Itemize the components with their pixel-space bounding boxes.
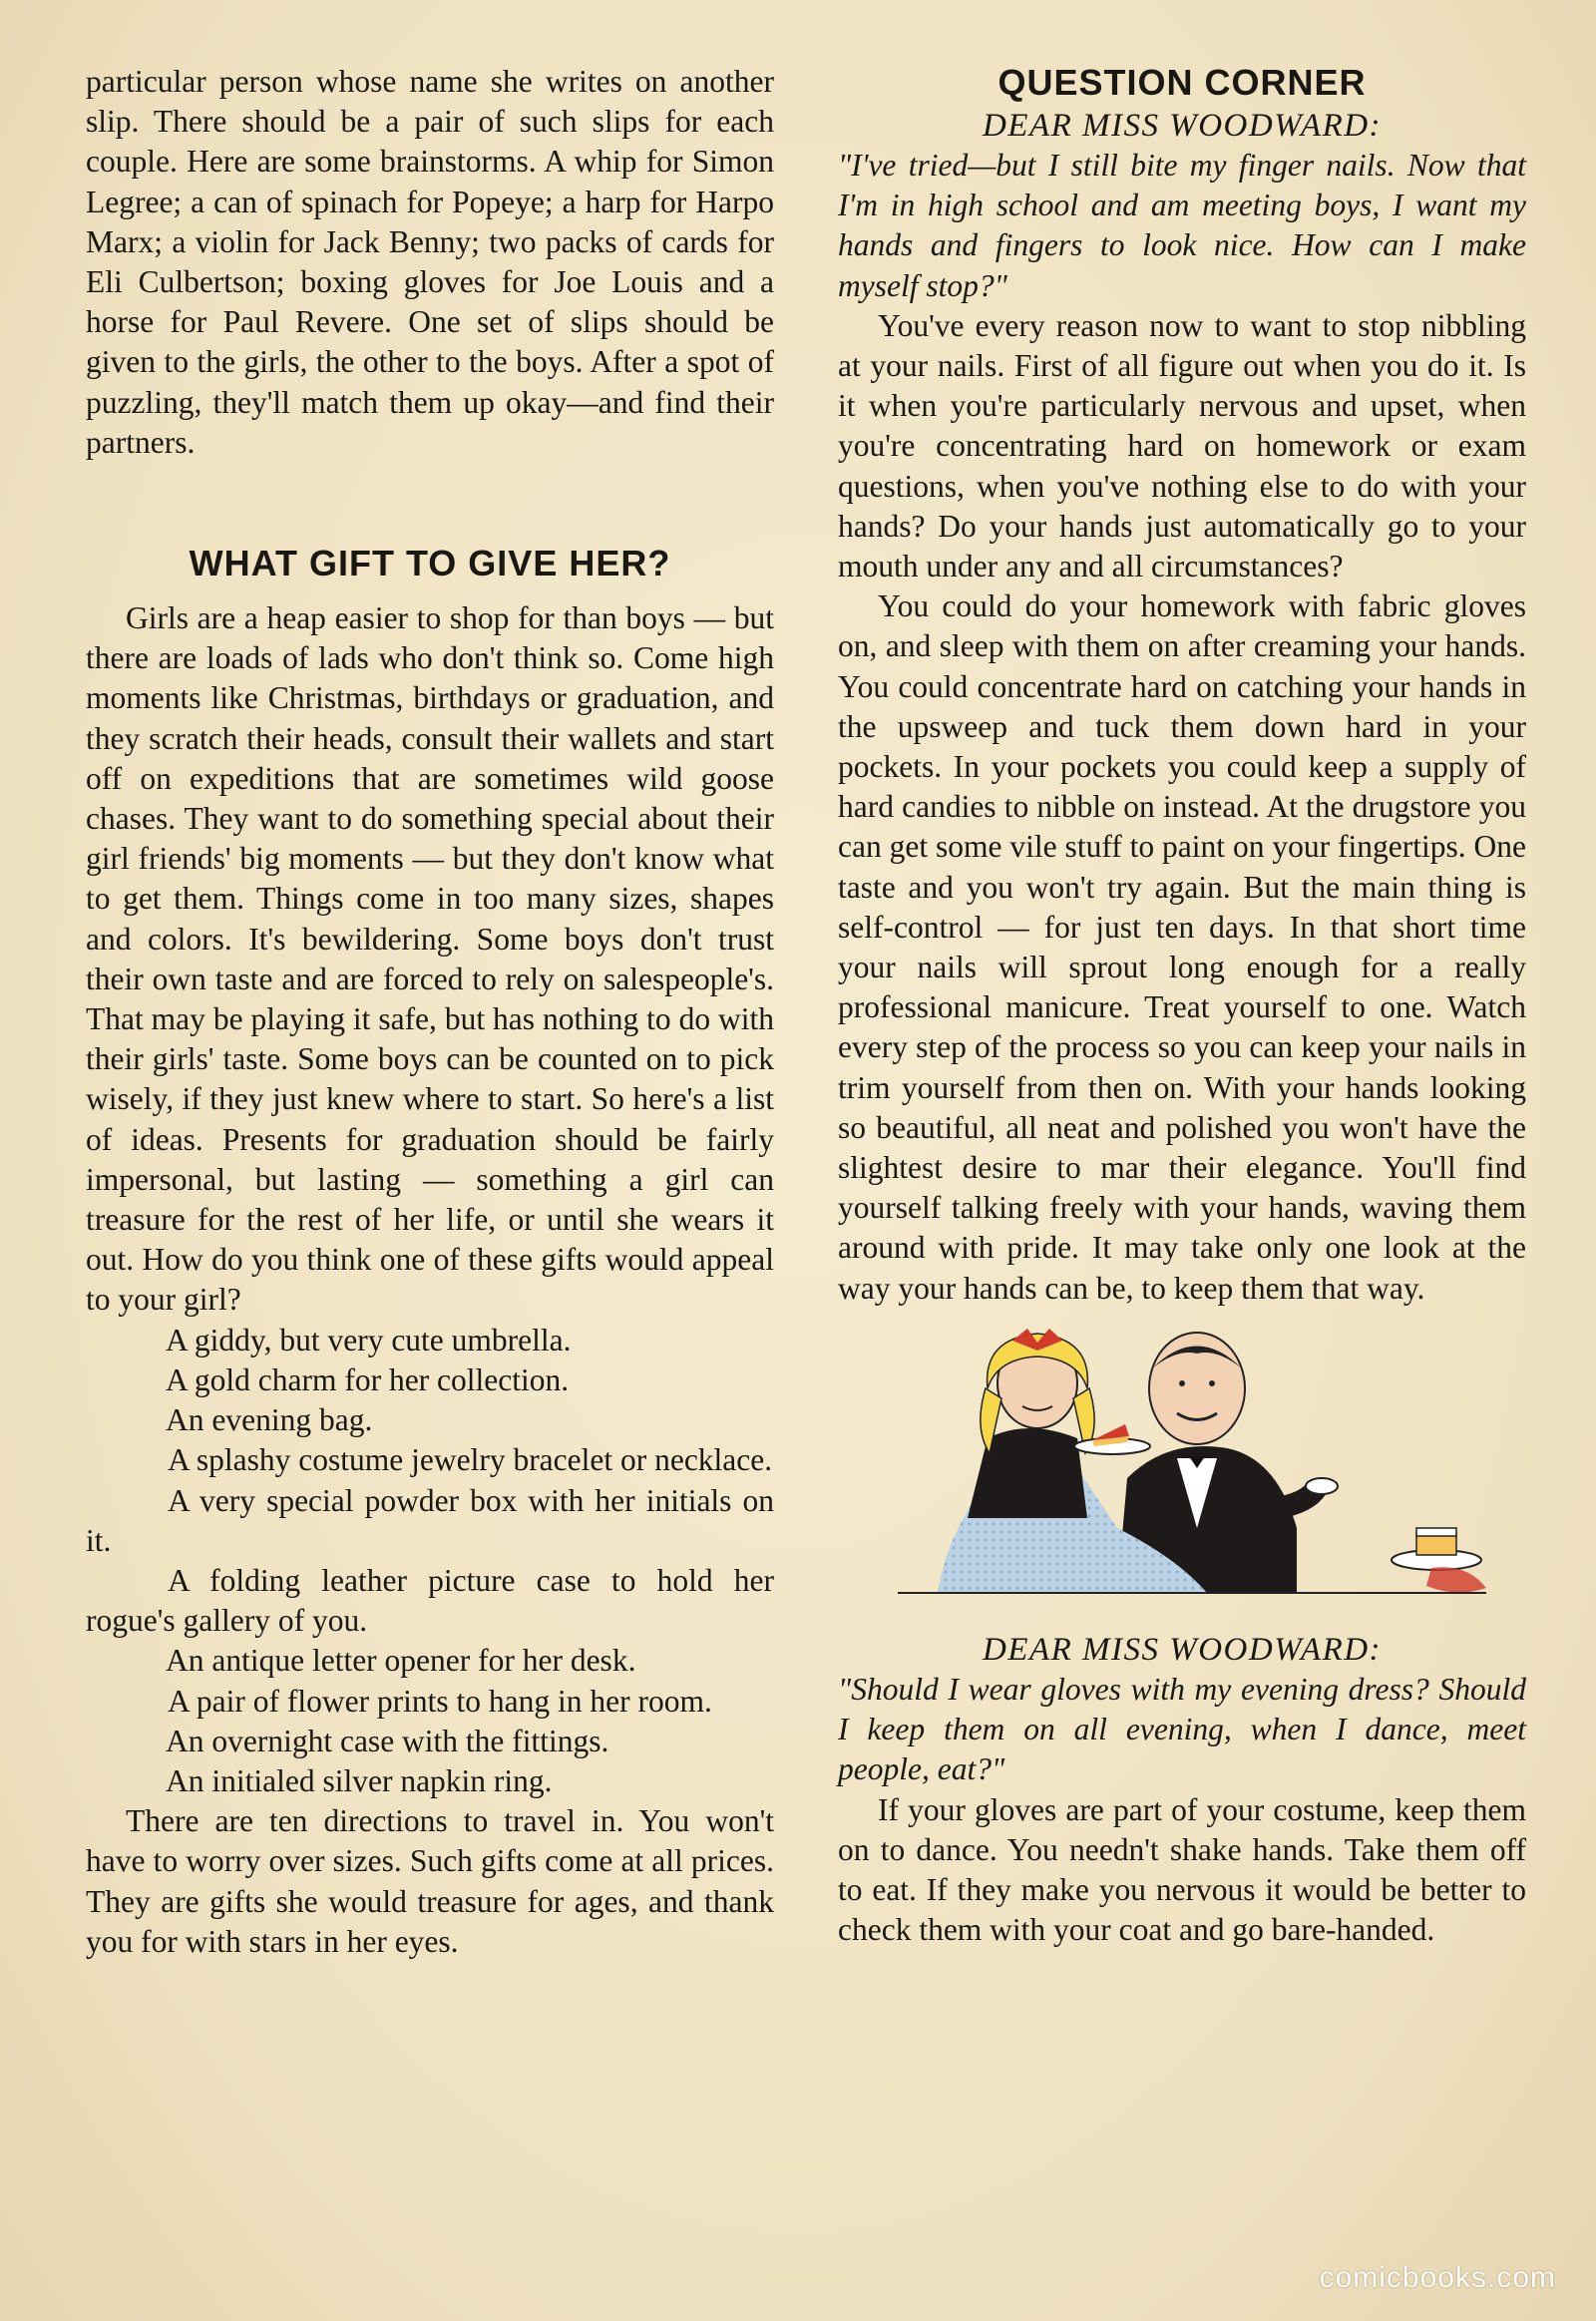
letter2-question: "Should I wear gloves with my evening dress? Should I keep them on all evening, when I dance, meet people, eat?"	[838, 1671, 1526, 1787]
question-corner-heading: QUESTION CORNER	[998, 62, 1367, 103]
gift-heading: WHAT GIFT TO GIVE HER?	[189, 543, 671, 584]
gift-paragraph: Girls are a heap easier to shop for than boys — but there are loads of lads who don't think so. Come high moments like Christmas, birthdays or graduation, and they scratch their heads, consult their wallets and start off on expeditions that are sometimes wild goose chases. They want to do something special about their girl friends' big moments — but they don't know what to get them. Things come in too many sizes, shapes and colors. It's bewildering. Some boys don't trust their own taste and are forced to rely on salespeople's. That may be playing it safe, but has nothing to do with their girls' taste. Some boys can be counted on to pick wisely, if they just knew where to start. So here's a list of ideas. Presents for graduation should be fairly impersonal, but lasting — something a girl can treasure for the rest of her life, or until she wears it out. How do you think one of these gifts would appeal to your girl?	[86, 600, 774, 1318]
letter1-salutation: DEAR MISS WOODWARD:	[982, 108, 1383, 144]
list-item: A very special powder box with her initials on it.	[86, 1482, 774, 1558]
intro-paragraph: particular person whose name she writes on another slip. There should be a pair of such slips for each couple. Here are some brainstorms. A whip for Simon Legree; a can of spinach for Popeye; a harp for Harpo Marx; a violin for Jack Benny; two packs of cards for Eli Culbertson; boxing gloves for Joe Louis and a horse for Paul Revere. One set of slips should be given to the girls, the other to the boys. After a spot of puzzling, they'll match them up okay—and find their partners.	[86, 64, 774, 460]
dinner-couple-cartoon-icon	[878, 1329, 1496, 1618]
gift-list	[86, 1321, 774, 1801]
list-item: A gold charm for her collection.	[166, 1361, 570, 1397]
list-item: An overnight case with the fittings.	[166, 1723, 609, 1758]
list-item: An evening bag.	[166, 1402, 373, 1438]
list-item: A splashy costume jewelry bracelet or necklace.	[168, 1442, 773, 1478]
list-item: A pair of flower prints to hang in her room.	[168, 1683, 712, 1719]
letter2-answer: If your gloves are part of your costume, keep them on to dance. You needn't shake hands. Take them off to eat. If they make you nervous it would be better to check them with your coat and go bare-handed.	[838, 1791, 1526, 1948]
left-column	[86, 62, 774, 1962]
letter1-question: "I've tried—but I still bite my finger nails. Now that I'm in high school and am meeting boys, I want my hands and fingers to look nice. How can I make myself stop?"	[838, 148, 1526, 303]
letter1-answer-2: You could do your homework with fabric gloves on, and sleep with them on after creaming your hands. You could concentrate hard on catching your hands in the upsweep and tuck them down hard in your pockets. In your pockets you could keep a supply of hard candies to nibble on instead. At the drugstore you can get some vile stuff to paint on your fingertips. One taste and you won't try again. But the main thing is self-control — for just ten days. In that short time your nails will sprout long enough for a really professional manicure. Treat yourself to one. Watch every step of the process so you can keep your nails in trim yourself from then on. With your hands looking so beautiful, all neat and polished you won't have the slightest desire to mar their elegance. You'll find yourself talking freely with your hands, waving them around with pride. It may take only one look at the way your hands can be, to keep them that way.	[838, 588, 1526, 1306]
right-column	[838, 62, 1526, 1950]
list-item: A giddy, but very cute umbrella.	[166, 1322, 572, 1357]
letter2-salutation: DEAR MISS WOODWARD:	[982, 1631, 1383, 1668]
list-item: An antique letter opener for her desk.	[166, 1643, 636, 1679]
letter1-answer-1: You've every reason now to want to stop nibbling at your nails. First of all figure out when you do it. Is it when you're particularly nervous and upset, when you're concentrating hard on homework or exam questions, when you've nothing else to do with your hands? Do your hands just automatically go to your mouth under any and all circumstances?	[838, 307, 1526, 584]
list-item: A folding leather picture case to hold her rogue's gallery of you.	[86, 1562, 774, 1639]
watermark: comicbooks.com	[1319, 2261, 1556, 2294]
list-item: An initialed silver napkin ring.	[166, 1762, 553, 1798]
closing-paragraph: There are ten directions to travel in. You won't have to worry over sizes. Such gifts come at all prices. They are gifts she would treasure for ages, and thank you for with stars in her eyes.	[86, 1803, 774, 1959]
